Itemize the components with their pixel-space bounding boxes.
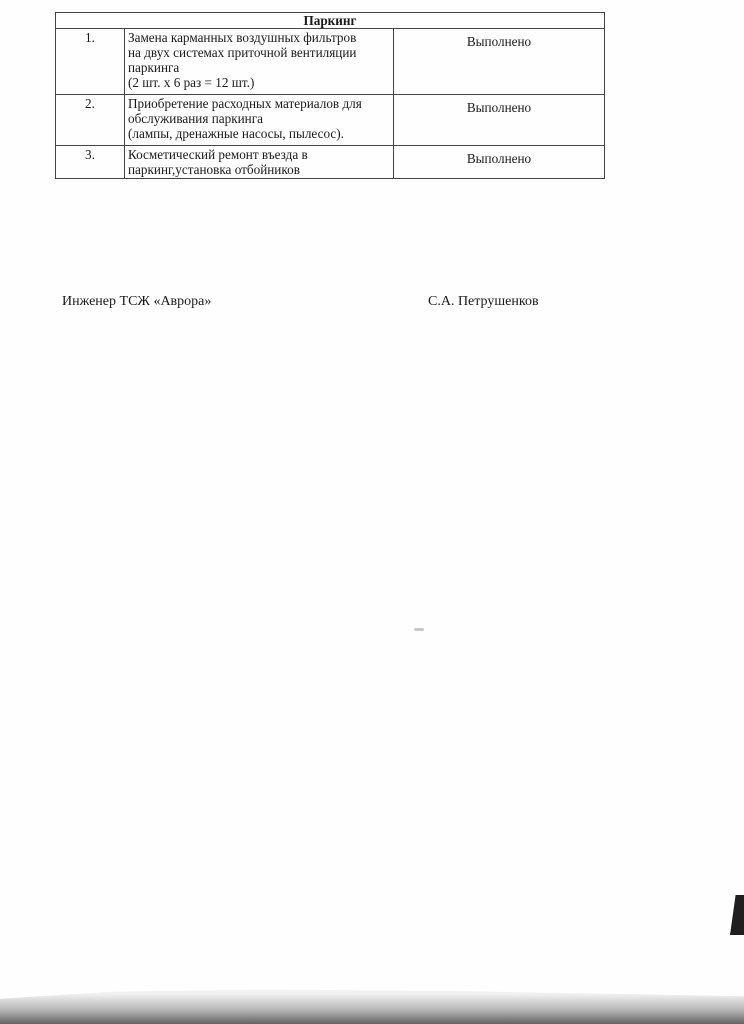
row-description [125,95,394,146]
table-row [56,95,605,146]
row-description [125,29,394,95]
scan-edge-shadow [730,895,744,935]
scan-speck [414,628,424,631]
description-line: Косметический ремонт въезда в [128,147,308,162]
works-table [55,12,605,179]
description-line: на двух системах приточной вентиляции [128,45,357,60]
row-status: Выполнено [394,29,605,95]
table-row [56,29,605,95]
row-description [125,146,394,179]
scan-bottom-shadow [0,978,744,1024]
table-title: Паркинг [56,13,605,29]
description-line: Приобретение расходных материалов для [128,96,362,111]
signature-role: Инженер ТСЖ «Аврора» [62,294,212,309]
row-number: 3. [56,146,125,179]
description-line: обслуживания паркинга [128,111,263,126]
row-status: Выполнено [394,146,605,179]
signature-name: С.А. Петрушенков [428,294,539,309]
table-title-row [56,13,605,29]
description-line: паркинга [128,60,180,75]
row-number: 2. [56,95,125,146]
description-line: (лампы, дренажные насосы, пылесос). [128,126,344,141]
description-line: (2 шт. х 6 раз = 12 шт.) [128,75,255,90]
table-row [56,146,605,179]
row-status: Выполнено [394,95,605,146]
description-line: Замена карманных воздушных фильтров [128,30,357,45]
description-line: паркинг,установка отбойников [128,162,300,177]
row-number: 1. [56,29,125,95]
